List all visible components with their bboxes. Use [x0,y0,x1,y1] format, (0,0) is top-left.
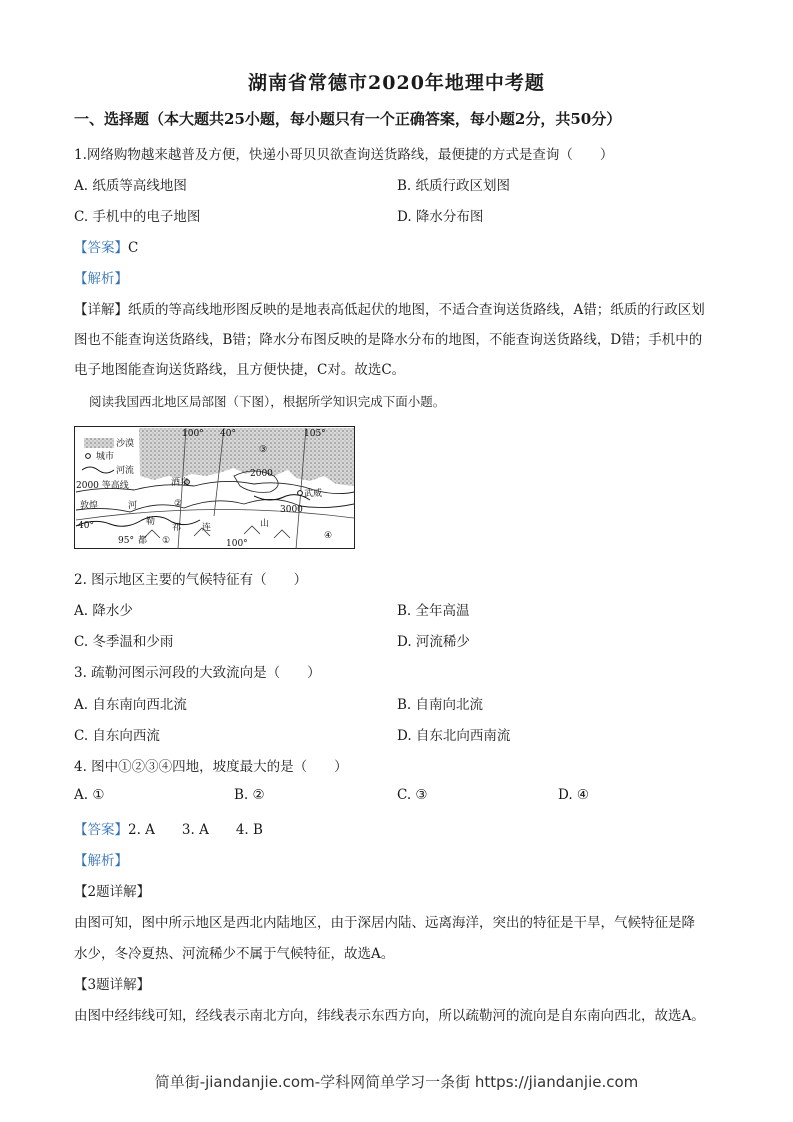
label-2000: 2000 [250,469,273,479]
q2-option-d: D. 河流稀少 [397,634,470,650]
q1-option-a: A. 纸质等高线地图 [74,178,187,194]
q3-option-a: A. 自东南向西北流 [74,697,187,713]
label-100-top: 100° [182,429,204,439]
label-shan: 山 [260,519,270,529]
label-point-4: ④ [324,531,333,541]
section-heading: 一、选择题（本大题共25小题，每小题只有一个正确答案，每小题2分，共50分） [74,110,622,128]
analysis-tag: 【解析】 [74,853,128,869]
q3-option-d: D. 自东北向西南流 [397,728,511,744]
northwest-china-map [74,426,355,549]
label-jiuquan: 酒泉 [171,478,190,488]
q3-option-b: B. 自南向北流 [397,697,484,713]
q2-option-a: A. 降水少 [74,603,133,619]
site-footer: 简单街-jiandanjie.com-学科网简单学习一条街 https://jiandanjie.com [154,1073,639,1091]
q2-stem: 2. 图示地区主要的气候特征有（ ） [74,572,308,588]
legend-contour: 2000 等高线 [76,481,129,491]
answer-tag: 【答案】 [74,822,128,838]
q1-stem: 1.网络购物越来越普及方便，快递小哥贝贝欲查询送货路线，最便捷的方式是查询（ ） [74,147,614,163]
label-he: 河 [128,501,138,511]
detail-tag: 【详解】 [74,302,128,318]
label-40-top: 40° [220,429,236,439]
q4-option-b: B. ② [234,787,265,803]
q4-option-d: D. ④ [558,787,590,803]
label-qi: 祁 [172,523,182,533]
answer-1 [74,236,138,256]
label-40-left: 40° [78,521,94,531]
label-100-bottom: 100° [226,539,248,549]
detail-2-line-2: 水少，冬冷夏热、河流稀少不属于气候特征，故选A。 [74,946,395,962]
q4-stem: 4. 图中①②③④四地，坡度最大的是（ ） [74,759,348,775]
label-point-1: ① [162,536,171,546]
label-du: 都 [138,536,148,546]
legend-desert: 沙漠 [116,439,135,449]
label-wuwei: 武威 [304,489,323,499]
label-95: 95° [118,536,134,546]
detail-2-line-1: 由图可知，图中所示地区是西北内陆地区，由于深居内陆、远离海洋，突出的特征是干旱，气候特征是降 [74,915,695,931]
answer-value: C [128,240,139,256]
label-dunhuang: 敦煌 [80,501,99,511]
answer-tag: 【答案】 [74,240,128,256]
page-title: 湖南省常德市2020年地理中考题 [248,72,545,94]
legend-desert-swatch [84,438,114,448]
q4-option-a: A. ① [74,787,105,803]
q2-option-b: B. 全年高温 [397,603,470,619]
label-105-top: 105° [304,429,326,439]
legend-city: 城市 [96,452,115,462]
q2-option-c: C. 冬季温和少雨 [74,634,174,650]
detail-text: 纸质的等高线地形图反映的是地表高低起伏的地图，不适合查询送货路线，A错；纸质的行政区划 [128,302,705,318]
label-le: 勒 [146,517,156,527]
legend-river: 河流 [116,466,135,476]
q1-option-c: C. 手机中的电子地图 [74,209,201,225]
q3-stem: 3. 疏勒河图示河段的大致流向是（ ） [74,665,321,681]
answer-2 [74,818,263,838]
answer-value: 2. A 3. A 4. B [128,822,263,838]
q4-option-c: C. ③ [397,787,428,803]
detail-line-1 [74,298,705,318]
label-lian: 连 [202,523,212,533]
detail-line-3: 电子地图能查询送货路线，且方便快捷，C对。故选C。 [74,362,406,378]
q3-option-c: C. 自东向西流 [74,728,160,744]
label-3000: 3000 [280,505,303,515]
analysis-tag: 【解析】 [74,271,128,287]
q1-option-d: D. 降水分布图 [397,209,484,225]
q1-option-b: B. 纸质行政区划图 [397,178,511,194]
label-point-2: ② [174,499,183,509]
detail-3-line-1: 由图中经纬线可知，经线表示南北方向，纬线表示东西方向，所以疏勒河的流向是自东南向西北，故选A。 [74,1008,705,1024]
detail-3-tag: 【3题详解】 [74,977,151,993]
reading-intro: 阅读我国西北地区局部图（下图），根据所学知识完成下面小题。 [89,394,446,409]
detail-line-2: 图也不能查询送货路线，B错；降水分布图反映的是降水分布的地图，不能查询送货路线，D错；手机中的 [74,332,703,348]
detail-2-tag: 【2题详解】 [74,884,151,900]
label-point-3: ③ [259,445,268,455]
